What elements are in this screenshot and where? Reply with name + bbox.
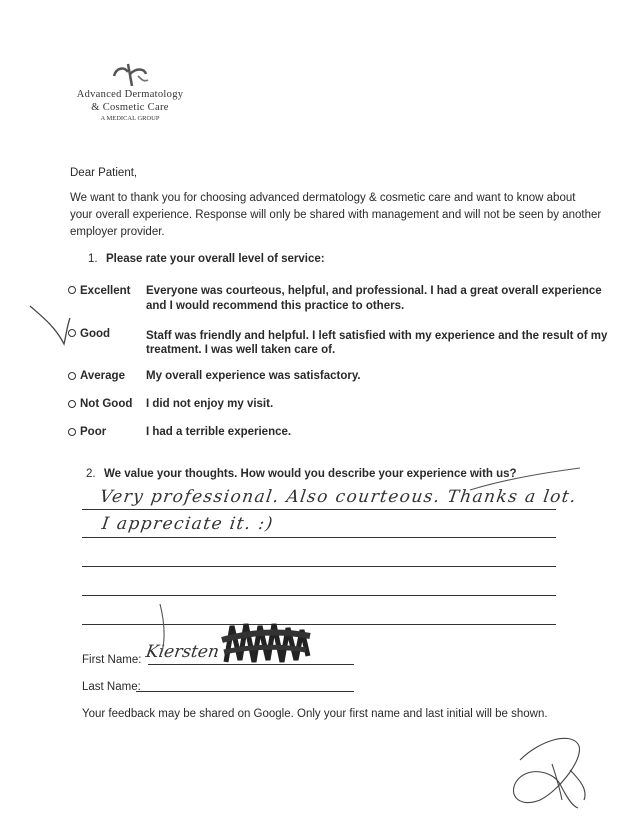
intro-line-1: We want to thank you for choosing advanced dermatology & cosmetic care and want to know about xyxy=(70,192,576,204)
greeting: Dear Patient, xyxy=(70,167,138,179)
intro-line-3: employer provider. xyxy=(70,226,165,238)
option-desc-not-good-1: I did not enjoy my visit. xyxy=(146,398,274,410)
option-desc-excellent-2: and I would recommend this practice to others. xyxy=(146,300,405,312)
handwritten-answer-line-2: I appreciate it. :) xyxy=(100,514,276,534)
question-1-text: Please rate your overall level of service: xyxy=(106,253,325,265)
logo-line-1: Advanced Dermatology xyxy=(76,89,184,100)
option-label-not-good: Not Good xyxy=(80,398,133,410)
first-name-value[interactable]: Kiersten xyxy=(144,642,221,662)
option-label-poor: Poor xyxy=(80,426,107,438)
question-2-number: 2. xyxy=(86,468,96,480)
handwritten-answer-line-1: Very professional. Also courteous. Thanks a lot. xyxy=(98,487,579,507)
intro-line-2: your overall experience. Response will only be shared with management and will not be seen by another xyxy=(70,209,602,221)
option-desc-poor-1: I had a terrible experience. xyxy=(146,426,292,438)
option-desc-excellent-1: Everyone was courteous, helpful, and professional. I had a great overall experience xyxy=(146,285,602,297)
logo-line-2: & Cosmetic Care xyxy=(91,102,169,113)
option-desc-good-2: treatment. I was well taken care of. xyxy=(146,344,336,356)
logo-line-3: A MEDICAL GROUP xyxy=(100,115,160,122)
option-desc-average-1: My overall experience was satisfactory. xyxy=(146,370,361,382)
option-label-average: Average xyxy=(80,370,125,382)
first-name-label: First Name: xyxy=(82,654,142,666)
last-name-label: Last Name: xyxy=(82,681,141,693)
question-1-number: 1. xyxy=(88,253,98,265)
option-desc-good-1: Staff was friendly and helpful. I left satisfied with my experience and the result of my xyxy=(146,330,608,342)
question-2-text: We value your thoughts. How would you describe your experience with us? xyxy=(104,468,517,480)
option-label-good: Good xyxy=(80,328,111,340)
option-label-excellent: Excellent xyxy=(80,285,131,297)
footer-note: Your feedback may be shared on Google. Only your first name and last initial will be shown. xyxy=(82,708,548,720)
